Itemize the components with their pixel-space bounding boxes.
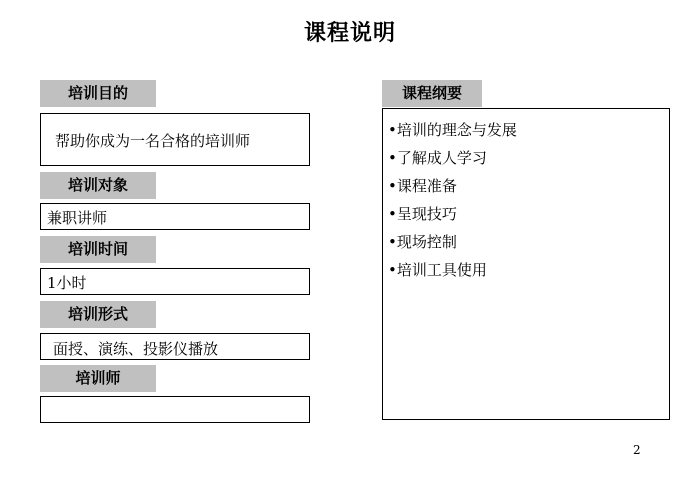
- duration-value: 1小时: [47, 274, 87, 292]
- duration-box: [40, 268, 310, 295]
- outline-box: [382, 108, 670, 420]
- outline-list: [383, 109, 669, 287]
- format-value: 面授、演练、投影仪播放: [53, 340, 219, 358]
- outline-item: •现场控制: [388, 233, 457, 251]
- outline-item: •呈现技巧: [388, 205, 457, 223]
- purpose-value: 帮助你成为一名合格的培训师: [55, 132, 251, 150]
- format-label: 培训形式: [40, 301, 156, 328]
- outline-label: 课程纲要: [382, 80, 482, 107]
- format-box: [40, 333, 310, 360]
- outline-item: •了解成人学习: [388, 149, 487, 167]
- outline-item: •培训工具使用: [388, 261, 487, 279]
- audience-box: [40, 203, 310, 230]
- purpose-box: [40, 113, 310, 166]
- duration-label: 培训时间: [40, 236, 156, 263]
- purpose-label: 培训目的: [40, 80, 156, 107]
- outline-item: •培训的理念与发展: [388, 121, 517, 139]
- trainer-label: 培训师: [40, 365, 156, 392]
- audience-label: 培训对象: [40, 172, 156, 199]
- audience-value: 兼职讲师: [47, 209, 108, 227]
- page-number: 2: [633, 443, 641, 457]
- outline-item: •课程准备: [388, 177, 457, 195]
- page-title: 课程说明: [303, 21, 396, 46]
- trainer-box: [40, 396, 310, 423]
